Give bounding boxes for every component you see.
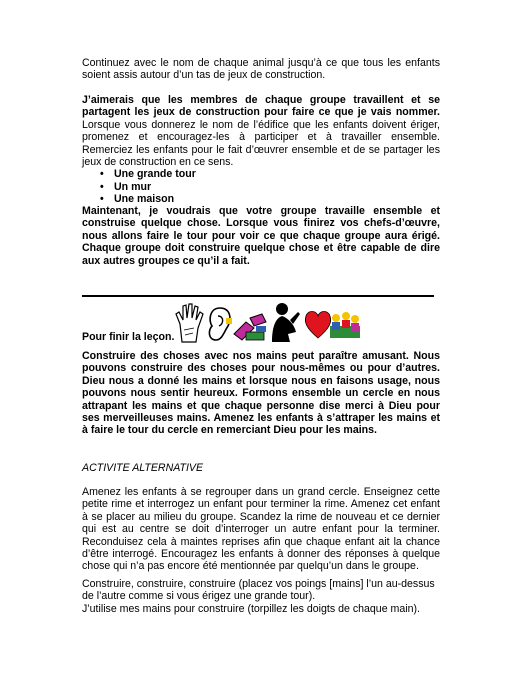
list-item: • Une maison [114, 193, 440, 205]
group-task-block [82, 205, 440, 267]
instructions-block [82, 94, 440, 206]
intro-paragraph: Continuez avec le nom de chaque animal jusqu’à ce que tous les enfants soient assis autour d’un tas de jeux de construction. [82, 57, 440, 82]
closing-heading-block [82, 331, 440, 343]
closing-block [82, 350, 440, 437]
list-item: • Une grande tour [114, 168, 440, 180]
section-divider [82, 295, 434, 297]
build-list [82, 168, 440, 205]
closing-paragraph: Construire des choses avec nos mains peut paraître amusant. Nous pouvons construire des choses pour nous-mêmes ou pour d’autres. Dieu nous a donné les mains et lorsque nous en faisons usage, nous pouvons nous sentir heureux. Formons ensemble un cercle en nous attrapant les mains et que chaque personne dise merci à Dieu pour ses merveilleuses mains. Amenez les enfants à s’attraper les mains et à faire le tour du cercle en remerciant Dieu pour les mains. [82, 350, 440, 437]
rhyme-line-1: Construire, construire, construire (placez vos poings [mains] l’un au-dessus de l’autre comme si vous érigez une grande tour). [82, 578, 435, 603]
alternative-paragraph-1: Amenez les enfants à se regrouper dans un grand cercle. Enseignez cette petite rime et interrogez un enfant pour terminer la rime. Amenez cet enfant à se placer au milieu du groupe. Scandez la rime de nouveau et ce dernier qui est au centre se doit d’interroger un autre enfant pour la terminer. Reconduisez cela à maintes reprises afin que chaque enfant ait la chance d’être interrogé. Encouragez les enfants à donner des réponses à quelque chose qui n’a pas encore été mentionnée par quelqu’un dans le groupe. [82, 486, 440, 573]
alternative-heading-block [82, 462, 440, 474]
alternative-block [82, 486, 440, 573]
alternative-heading: ACTIVITE ALTERNATIVE [82, 462, 204, 474]
intro-block [82, 57, 440, 82]
list-item: • Un mur [114, 181, 440, 193]
instructions-normal: Lorsque vous donnerez le nom de l’édifice que les enfants doivent ériger, promenez et encouragez-les à participer et à travailler ensemble. Remerciez les enfants pour le fait d’œuvrer ensemble et de se partager les jeux de construction en ce sens. [82, 118, 440, 169]
closing-heading: Pour finir la leçon. [82, 331, 175, 343]
group-task-paragraph: Maintenant, je voudrais que votre groupe travaille ensemble et construise quelque chose. Lorsque vous finirez vos chefs-d’œuvre, nous allons faire le tour pour voir ce que chaque groupe aura érigé. Chaque groupe doit construire quelque chose et être capable de dire aux autres groupes ce qu’il a fait. [82, 205, 440, 267]
instructions-paragraph [82, 94, 440, 168]
rhyme-line-2: J’utilise mes mains pour construire (torpillez les doigts de chaque main). [82, 602, 420, 615]
rhyme-block [82, 578, 440, 615]
instructions-bold: J’aimerais que les membres de chaque groupe travaillent et se partagent les jeux de construction pour faire ce que je vais nommer. [82, 94, 440, 119]
